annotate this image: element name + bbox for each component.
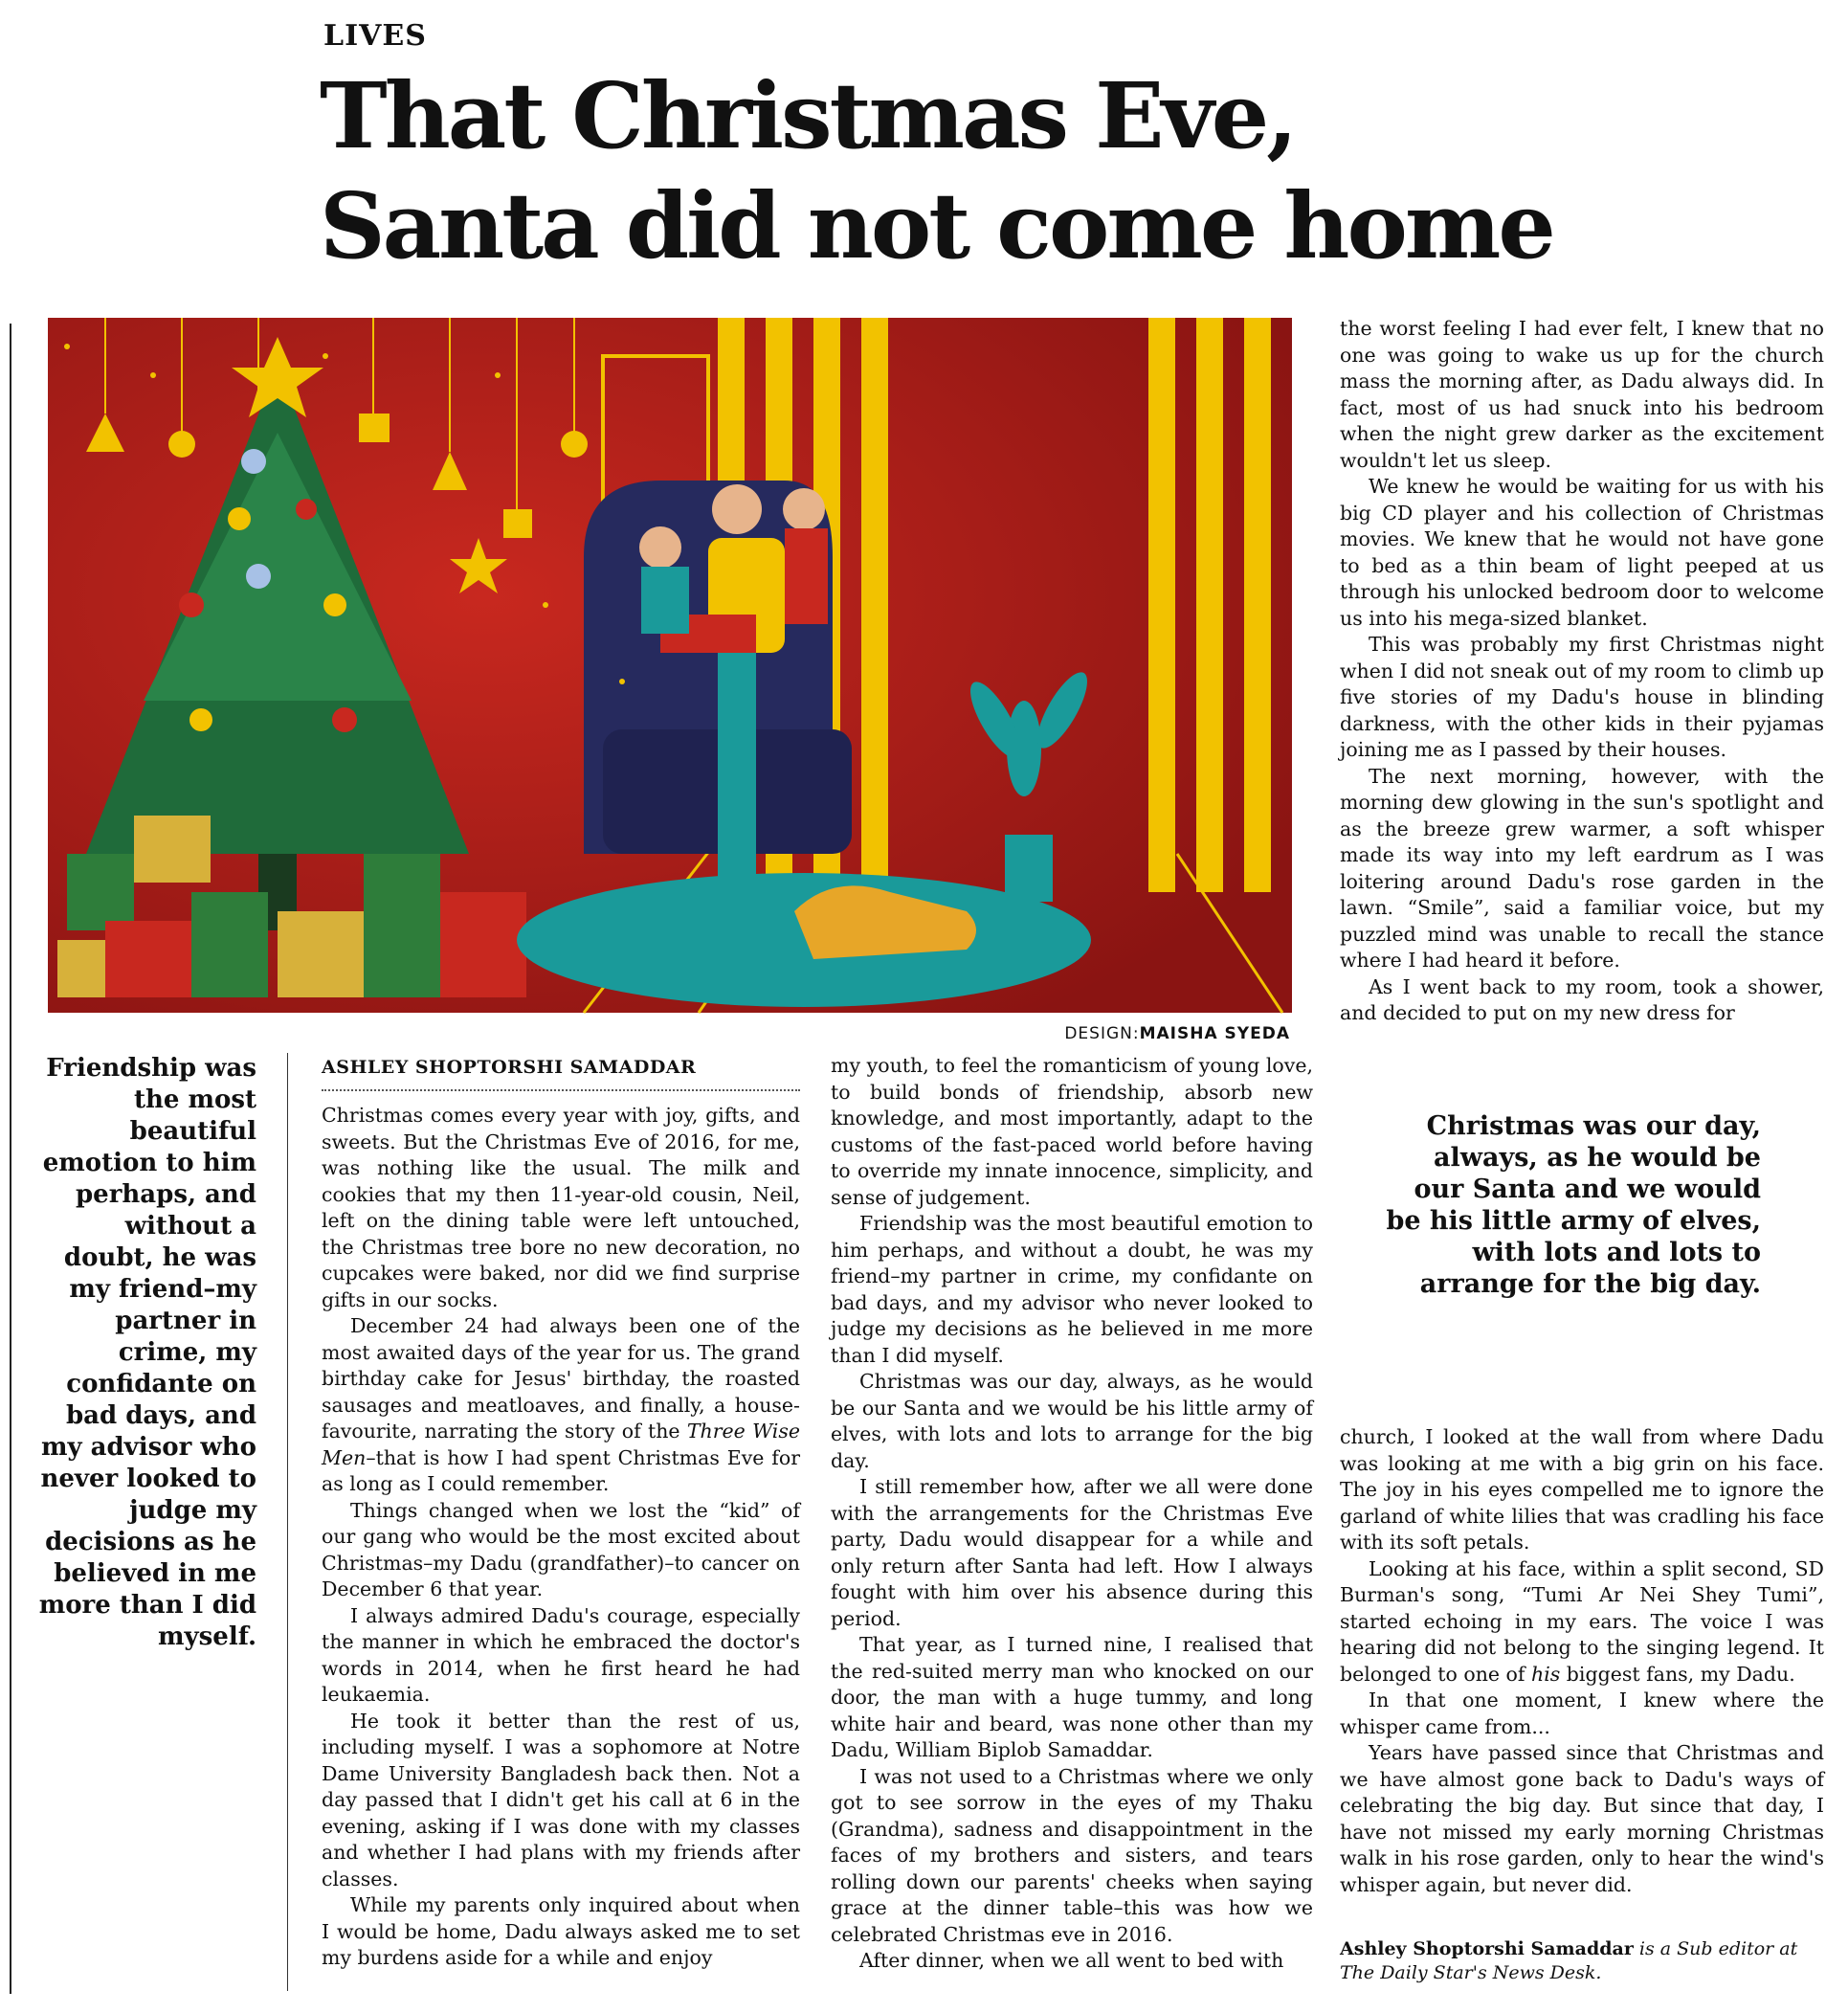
paragraph: Christmas comes every year with joy, gifts, and sweets. But the Christmas Eve of 2016, for me, was nothing like the usual. The milk and cookies that my then 11-year-old cousin, Neil, left on the dining table were left untouched, the Christmas tree bore no new decoration, no cupcakes were baked, nor did we find surprise gifts in our socks. [322, 1104, 800, 1311]
paragraph: I always admired Dadu's courage, especially the manner in which he embraced the doctor's words in 2014, when he first heard he had leukaemia. [322, 1603, 800, 1706]
paragraph: my youth, to feel the romanticism of young love, to build bonds of friendship, absorb new knowledge, and most importantly, adapt to the customs of the fast-paced world before having to override my innate innocence, simplicity, and sense of judgement. [831, 1054, 1313, 1209]
credit-label: DESIGN: [1064, 1024, 1140, 1043]
paragraph: Friendship was the most beautiful emotion to him perhaps, and without a doubt, he was my friend–my partner in crime, my confidante on bad days, and my advisor who never looked to judge my decisions as he believed in me more than I did myself. [831, 1212, 1313, 1367]
paragraph: We knew he would be waiting for us with his big CD player and his collection of Christmas movies. We knew that he would not have gone to bed as a thin beam of light peeped at us through his unlocked bedroom door to welcome us into his mega-sized blanket. [1340, 475, 1824, 630]
christmas-illustration [48, 318, 1292, 1013]
headline-line-2: Santa did not come home [320, 173, 1553, 280]
paragraph: Years have passed since that Christmas and we have almost gone back to Dadu's ways of celebrating the big day. But since that day, I have not missed my early morning Christmas walk in his rose garden, only to hear the wind's whisper again, but never did. [1340, 1741, 1824, 1896]
left-column-rule [10, 324, 11, 1994]
byline-dotted-rule [322, 1089, 800, 1091]
paragraph: Christmas was our day, always, as he would be our Santa and we would be his little army of elves, with lots and lots to arrange for the big day. [831, 1370, 1313, 1472]
paragraph: Things changed when we lost the “kid” of our gang who would be the most excited about Christmas–my Dadu (grandfather)–to cancer on December 6 that year. [322, 1498, 800, 1600]
paragraph: Looking at his face, within a split second, SD Burman's song, “Tumi Ar Nei Shey Tumi”, started echoing in my ears. The voice I was hearing did not belong to the singing legend. It belonged to one of his biggest fans, my Dadu. [1340, 1556, 1824, 1686]
paragraph: December 24 had always been one of the most awaited days of the year for us. The grand birthday cake for Jesus' birthday, the roasted sausages and meatloaves, and finally, a house-favourite, narrating the story of the Three Wise Men–that is how I had spent Christmas Eve for as long as I could remember. [322, 1314, 801, 1495]
article-column-3-top [1340, 316, 1824, 1029]
paragraph: I still remember how, after we all were done with the arrangements for the Christmas Eve party, Dadu would disappear for a while and only return after Santa had left. How I always fought with him over his absence during this period. [831, 1475, 1313, 1630]
paragraph: I was not used to a Christmas where we only got to see sorrow in the eyes of my Thaku (Grandma), sadness and disappointment in the faces of my brothers and sisters, and tears rolling down our parents' cheeks when saying grace at the dinner table–this was how we celebrated Christmas eve in 2016. [831, 1764, 1313, 1946]
paragraph: the worst feeling I had ever felt, I knew that no one was going to wake us up for the church mass the morning after, as Dadu always did. In fact, most of us had snuck into his bedroom when the night grew darker as the excitement wouldn't let us sleep. [1340, 317, 1824, 472]
author-bio: Ashley Shoptorshi Samaddar is a Sub editor at The Daily Star's News Desk. [1340, 1938, 1798, 1983]
article-column-3-bottom [1340, 1424, 1824, 1896]
headline [320, 61, 1832, 281]
paragraph: After dinner, when we all went to bed with [859, 1949, 1284, 1972]
section-kicker: LIVES [323, 19, 427, 53]
article-column-1 [322, 1103, 800, 1998]
credit-name: MAISHA SYEDA [1139, 1024, 1290, 1043]
paragraph: As I went back to my room, took a shower, and decided to put on my new dress for [1340, 974, 1824, 1024]
article-column-2 [831, 1053, 1313, 1996]
byline: ASHLEY SHOPTORSHI SAMADDAR [322, 1057, 697, 1078]
design-credit [1053, 1024, 1290, 1043]
paragraph: In that one moment, I knew where the whisper came from... [1340, 1689, 1824, 1738]
paragraph: He took it better than the rest of us, including myself. I was a sophomore at Notre Dame University Bangladesh back then. Not a day passed that I didn't get his call at 6 in the evening, asking if I was done with my classes and whether I had plans with my friends after classes. [322, 1709, 800, 1890]
paragraph: That year, as I turned nine, I realised that the red-suited merry man who knocked on our door, the man with a huge tummy, and long white hair and beard, was none other than my Dadu, William Biplob Samaddar. [831, 1633, 1313, 1761]
pull-quote-left: Friendship was the most beautiful emotion to him perhaps, and without a doubt, he was my friend–my partner in crime, my confidante on bad days, and my advisor who never looked to judge my decisions as he believed in me more than I did myself. [38, 1054, 256, 1651]
author-name: Ashley Shoptorshi Samaddar [1340, 1938, 1634, 1959]
pull-quote-right: Christmas was our day, always, as he would be our Santa and we would be his little army of elves, with lots and lots to arrange for the big day. [1386, 1111, 1761, 1299]
paragraph: church, I looked at the wall from where Dadu was looking at me with a big grin on his face. The joy in his eyes compelled me to ignore the garland of white lilies that was cradling his face with its soft petals. [1340, 1425, 1824, 1554]
paragraph: The next morning, however, with the morning dew glowing in the sun's spotlight and as the breeze grew warmer, a soft whisper made its way into my left eardrum as I was loitering around Dadu's rose garden in the lawn. “Smile”, said a familiar voice, but my puzzled mind was unable to recall the stance where I had heard it before. [1340, 764, 1824, 972]
column-rule [287, 1053, 288, 1991]
headline-line-1: That Christmas Eve, [320, 63, 1296, 169]
paragraph: This was probably my first Christmas night when I did not sneak out of my room to climb up five stories of my Dadu's house in blinding darkness, with the other kids in their pyjamas joining me as I passed by their houses. [1340, 633, 1824, 761]
paragraph: While my parents only inquired about when I would be home, Dadu always asked me to set my burdens aside for a while and enjoy [322, 1893, 800, 1969]
